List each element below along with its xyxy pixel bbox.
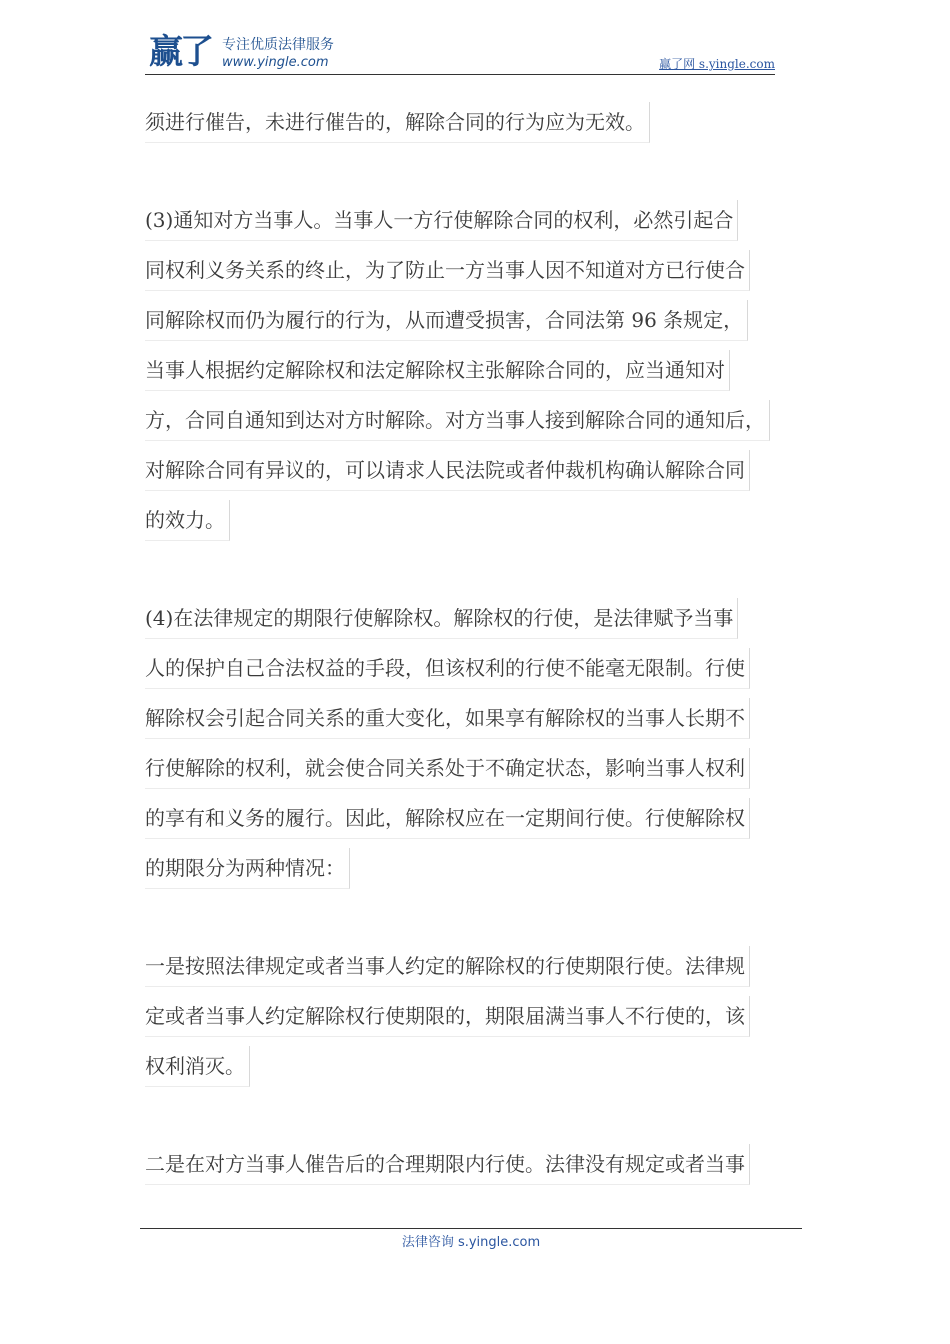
text-line-content: 须进行催告，未进行催告的，解除合同的行为应为无效。: [145, 102, 650, 143]
text-line-content: 当事人根据约定解除权和法定解除权主张解除合同的，应当通知对: [145, 350, 730, 391]
text-line: [145, 991, 815, 1041]
text-line: [145, 245, 815, 295]
paragraph-gap: [145, 147, 815, 195]
text-line-content: 人的保护自己合法权益的手段，但该权利的行使不能毫无限制。行使: [145, 648, 750, 689]
text-line-content: 方，合同自通知到达对方时解除。对方当事人接到解除合同的通知后，: [145, 400, 770, 441]
paragraph-gap: [145, 893, 815, 941]
text-line: [145, 843, 815, 893]
document-body: [145, 97, 815, 1189]
text-line: [145, 97, 815, 147]
logo-slogan: 专注优质法律服务: [222, 37, 334, 53]
text-line-content: 行使解除的权利，就会使合同关系处于不确定状态，影响当事人权利: [145, 748, 750, 789]
text-line: [145, 345, 815, 395]
text-line: [145, 445, 815, 495]
text-line-content: 的效力。: [145, 500, 230, 541]
page-footer: [140, 1228, 802, 1251]
text-line-content: 的享有和义务的履行。因此，解除权应在一定期间行使。行使解除权: [145, 798, 750, 839]
text-line-content: 定或者当事人约定解除权行使期限的，期限届满当事人不行使的，该: [145, 996, 750, 1037]
footer-consult-link[interactable]: 法律咨询 s.yingle.com: [401, 1235, 541, 1250]
text-line-content: (3)通知对方当事人。当事人一方行使解除合同的权利，必然引起合: [145, 200, 738, 241]
text-line: [145, 643, 815, 693]
text-line-content: (4)在法律规定的期限行使解除权。解除权的行使，是法律赋予当事: [145, 598, 738, 639]
text-line: [145, 941, 815, 991]
text-line: [145, 793, 815, 843]
text-line: [145, 743, 815, 793]
text-line: [145, 195, 815, 245]
text-line-content: 同权利义务关系的终止，为了防止一方当事人因不知道对方已行使合: [145, 250, 750, 291]
logo-url: www.yingle.com: [222, 55, 329, 70]
text-line-content: 权利消灭。: [145, 1046, 250, 1087]
text-line-content: 一是按照法律规定或者当事人约定的解除权的行使期限行使。法律规: [145, 946, 750, 987]
paragraph-gap: [145, 545, 815, 593]
text-line: [145, 593, 815, 643]
text-line-content: 解除权会引起合同关系的重大变化，如果享有解除权的当事人长期不: [145, 698, 750, 739]
logo-mark: 赢了: [149, 32, 211, 72]
text-line: [145, 495, 815, 545]
text-line: [145, 395, 815, 445]
text-line: [145, 1139, 815, 1189]
text-line-content: 的期限分为两种情况：: [145, 848, 350, 889]
text-line: [145, 295, 815, 345]
text-line-content: 对解除合同有异议的，可以请求人民法院或者仲裁机构确认解除合同: [145, 450, 750, 491]
text-line-content: 同解除权而仍为履行的行为，从而遭受损害，合同法第 96 条规定，: [145, 300, 748, 341]
header-site-link[interactable]: 赢了网 s.yingle.com: [659, 57, 775, 71]
page-header: [145, 30, 775, 75]
text-line: [145, 1041, 815, 1091]
text-line-content: 二是在对方当事人催告后的合理期限内行使。法律没有规定或者当事: [145, 1144, 750, 1185]
text-line: [145, 693, 815, 743]
paragraph-gap: [145, 1091, 815, 1139]
